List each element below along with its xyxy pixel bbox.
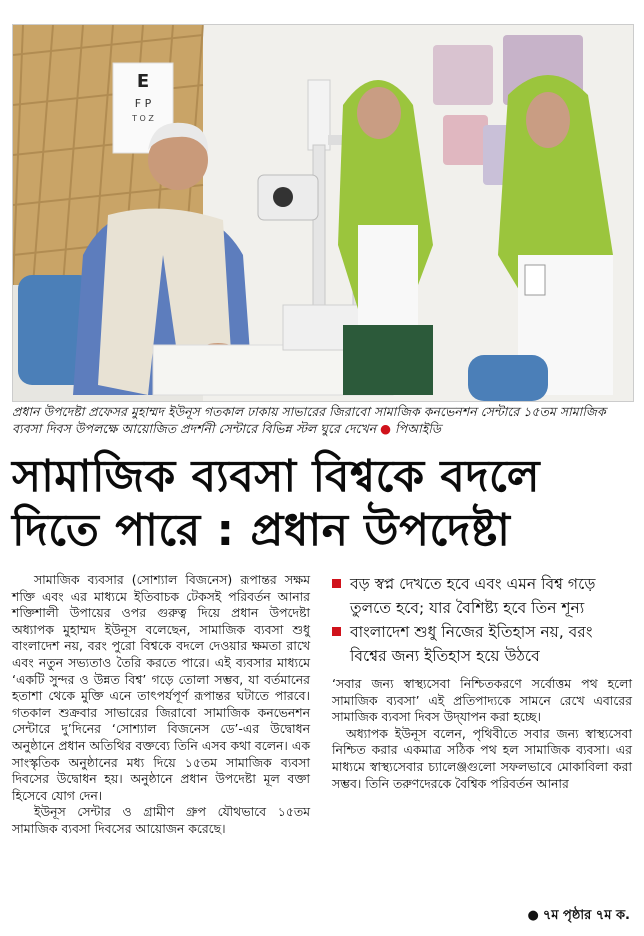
red-square-bullet-icon (332, 627, 341, 636)
article-column-right (332, 572, 632, 792)
photo-illustration (13, 25, 633, 401)
pull-quote-item (332, 572, 632, 620)
red-square-bullet-icon (332, 579, 341, 588)
headline (12, 450, 632, 558)
caption-credit: পিআইডি (395, 421, 441, 436)
news-photo (12, 24, 634, 402)
article-column-left (12, 572, 310, 838)
pull-quote-item (332, 620, 632, 668)
eye-chart-line-2: F P (134, 97, 152, 110)
headline-line-2: দিতে পারে : প্রধান উপদেষ্টা (12, 505, 511, 556)
paragraph: অধ্যাপক ইউনূস বলেন, পৃথিবীতে সবার জন্য স্বাস্থ্যসেবা নিশ্চিত করার একমাত্র সঠিক পথ হল সামাজিক ব্যবসা। এর মাধ্যমে স্বাস্থ্যসেবার চ্যালেঞ্জগুলো সফলভাবে মোকাবিলা করা সম্ভব। তিনি তরুণদেরকে বৈশ্বিক পরিবর্তন আনার (332, 725, 632, 791)
eye-chart-line-3: T O Z (132, 114, 154, 123)
bullet-dot-icon: ● (380, 421, 392, 436)
pull-quotes (332, 572, 632, 668)
pull-quote-text: বড় স্বপ্ন দেখতে হবে এবং এমন বিশ্ব গড়ে তুলতে হবে; যার বৈশিষ্ট্য হবে তিন শূন্য (350, 575, 596, 617)
paragraph: সামাজিক ব্যবসার (সোশ্যাল বিজনেস) রূপান্তর সক্ষম শক্তি এবং এর মাধ্যমে ইতিবাচক টেকসই পরিবর্তন আনার শক্তিশালী উপায়ের ওপর গুরুত্ব দিয়ে প্রধান উপদেষ্টা অধ্যাপক মুহাম্মদ ইউনূস বলেছেন, সামাজিক ব্যবসা শুধু বাংলাদেশ নয়, বরং পুরো বিশ্বকে বদলে দেওয়ার ক্ষমতা রাখে এবং নতুন সভ্যতাও তৈরি করতে পারে। এই ব্যবসার মাধ্যমে ‘একটি সুন্দর ও উন্নত বিশ্ব’ গড়ে তোলা সম্ভব, যা বর্তমানের হতাশা থেকে মুক্তি এনে তাৎপর্যপূর্ণ রূপান্তর ঘটাতে পারবে। গতকাল শুক্রবার সাভারের জিরাবো সামাজিক কনভেনশন সেন্টারে দু’দিনের ‘সোশ্যাল বিজনেস ডে’-এর উদ্বোধন অনুষ্ঠানে প্রধান অতিথির বক্তব্যে তিনি এসব কথা বলেন। এক সাংস্কৃতিক অনুষ্ঠানের মধ্য দিয়ে ১৫তম সামাজিক ব্যবসা দিবসের উদ্বোধন হয়। অনুষ্ঠানে প্রধান উপদেষ্টা মূল বক্তা হিসেবে যোগ দেন। (12, 572, 310, 803)
eye-chart-line-1: E (136, 71, 150, 92)
paragraph: ইউনূস সেন্টার ও গ্রামীণ গ্রুপ যৌথভাবে ১৫তম সামাজিক ব্যবসা দিবসের আয়োজন করেছে। (12, 804, 310, 836)
paragraph: ‘সবার জন্য স্বাস্থ্যসেবা নিশ্চিতকরণে সর্বোত্তম পথ হলো সামাজিক ব্যবসা’ এই প্রতিপাদ্যকে সামনে রেখে এবারের সামাজিক ব্যবসা দিবস উদ্‌যাপন করা হচ্ছে। (332, 676, 632, 725)
continuation-text: ৭ম পৃষ্ঠার ৭ম ক. (542, 908, 630, 923)
continuation-note[interactable] (527, 906, 630, 927)
pull-quote-text: বাংলাদেশ শুধু নিজের ইতিহাস নয়, বরং বিশ্বের জন্য ইতিহাস হয়ে উঠবে (350, 623, 593, 665)
headline-line-1: সামাজিক ব্যবসা বিশ্বকে বদলে (12, 451, 540, 502)
photo-caption (12, 403, 632, 437)
bullet-dot-icon: ● (527, 908, 539, 923)
caption-text: প্রধান উপদেষ্টা প্রফেসর মুহাম্মদ ইউনূস গতকাল ঢাকায় সাভারের জিরাবো সামাজিক কনভেনশন সেন্টারে ১৫তম সামাজিক ব্যবসা দিবস উপলক্ষে আয়োজিত প্রদর্শনী সেন্টারে বিভিন্ন স্টল ঘুরে দেখেন (12, 404, 606, 436)
